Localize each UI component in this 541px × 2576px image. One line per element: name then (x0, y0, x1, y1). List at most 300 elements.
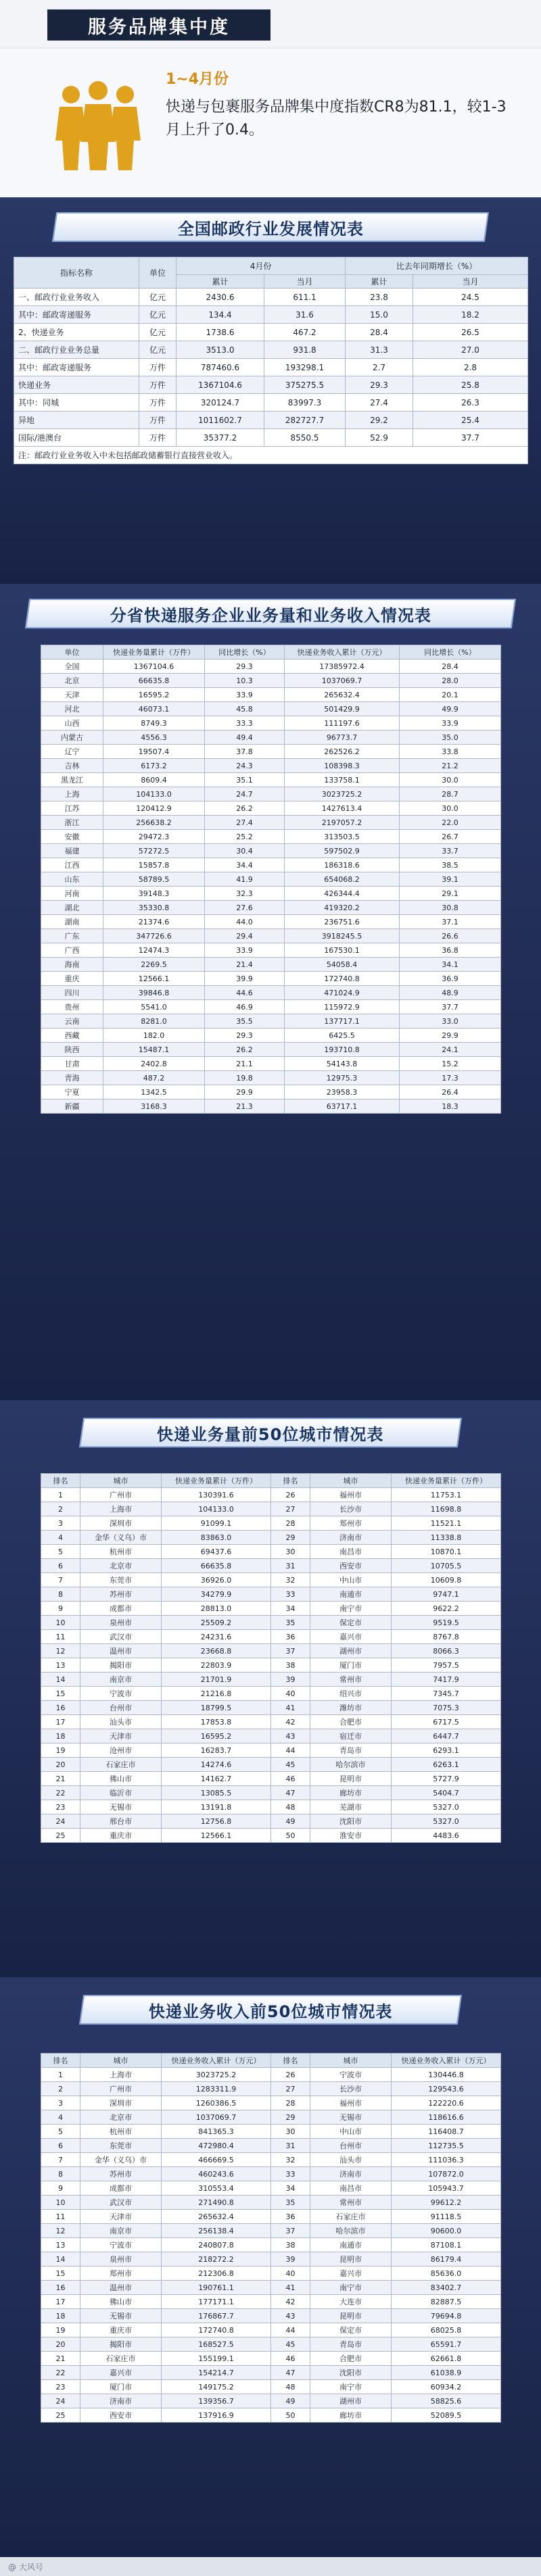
table-cell: 37 (271, 2224, 310, 2238)
table-row (41, 1729, 501, 1743)
table-cell: 8749.3 (103, 716, 205, 730)
table-cell: 11698.8 (392, 1502, 501, 1516)
table-cell: 47 (271, 2366, 310, 2380)
table-row (41, 1673, 501, 1687)
table-row (14, 429, 528, 447)
col-header: 快递业务量累计（万件） (162, 1474, 271, 1488)
table-row (41, 730, 501, 745)
table-cell: 北京市 (80, 1559, 162, 1573)
table-cell: 471024.9 (285, 986, 400, 1000)
table-cell: 湖州市 (310, 1644, 392, 1658)
table-cell: 20 (41, 1758, 80, 1772)
table-cell: 12 (41, 2224, 80, 2238)
table-cell: 全国 (41, 660, 103, 674)
table-cell: 江苏 (41, 801, 103, 816)
table-cell: 台州市 (310, 2139, 392, 2153)
table-row (41, 1701, 501, 1715)
table-cell: 27 (271, 1502, 310, 1516)
value-cell: 万件 (139, 412, 177, 429)
table-cell: 10705.5 (392, 1559, 501, 1573)
table-cell: 28.4 (400, 660, 501, 674)
table-cell: 104133.0 (162, 1502, 271, 1516)
col-header-unit: 单位 (139, 257, 177, 289)
table-cell: 2 (41, 2082, 80, 2096)
table-cell: 58825.6 (392, 2394, 501, 2408)
table-cell: 26 (271, 1488, 310, 1502)
table-cell: 37.8 (205, 745, 285, 759)
table-cell: 24.3 (205, 759, 285, 773)
table-cell: 28 (271, 2096, 310, 2110)
table-cell: 49 (271, 2394, 310, 2408)
watermark: @ 大风号 (8, 2562, 43, 2572)
people-silhouette-icon (47, 76, 149, 170)
table-row (41, 1829, 501, 1843)
table-row (41, 1014, 501, 1029)
table-cell: 3168.3 (103, 1099, 205, 1114)
table-cell: 15 (41, 2267, 80, 2281)
table-row (41, 2380, 501, 2394)
table-cell: 460243.6 (162, 2167, 271, 2181)
table-cell: 潍坊市 (310, 1701, 392, 1715)
table-cell: 14162.7 (162, 1772, 271, 1786)
table-cell: 1260386.5 (162, 2096, 271, 2110)
table-cell: 33.7 (400, 844, 501, 858)
table-cell: 无锡市 (310, 2110, 392, 2125)
table-cell: 9622.2 (392, 1602, 501, 1616)
value-cell: 亿元 (139, 306, 177, 324)
table-row (41, 759, 501, 773)
table-cell: 120412.9 (103, 801, 205, 816)
table-row (41, 2295, 501, 2309)
table-cell: 26.2 (205, 801, 285, 816)
table-row (41, 2210, 501, 2224)
table-cell: 193710.8 (285, 1043, 400, 1057)
table-cell: 12474.3 (103, 943, 205, 958)
table-cell: 57272.5 (103, 844, 205, 858)
table-cell: 2 (41, 1502, 80, 1516)
table-cell: 172740.8 (285, 972, 400, 986)
table-cell: 13 (41, 2238, 80, 2252)
table-cell: 33 (271, 2167, 310, 2181)
table-cell: 29 (271, 1531, 310, 1545)
table-cell: 91118.5 (392, 2210, 501, 2224)
col-header: 城市 (310, 1474, 392, 1488)
col-header: 城市 (310, 2054, 392, 2068)
table-cell: 426344.4 (285, 887, 400, 901)
table-cell: 30 (271, 1545, 310, 1559)
table-row (41, 1772, 501, 1786)
table-cell: 7957.5 (392, 1658, 501, 1673)
col-header: 同比增长（%） (205, 645, 285, 660)
value-cell: 31.3 (346, 341, 413, 359)
table-cell: 2402.8 (103, 1057, 205, 1071)
table-cell: 17.3 (400, 1071, 501, 1085)
value-cell: 26.3 (413, 394, 528, 412)
table-cell: 成都市 (80, 1602, 162, 1616)
table-row (41, 2281, 501, 2295)
table-cell: 33.3 (205, 716, 285, 730)
section-title-province: 分省快递服务企业业务量和业务收入情况表 (25, 599, 516, 628)
table-cell: 23668.8 (162, 1644, 271, 1658)
value-cell: 282727.7 (264, 412, 346, 429)
table-cell: 54143.8 (285, 1057, 400, 1071)
table-cell: 成都市 (80, 2181, 162, 2196)
table-row (41, 1000, 501, 1014)
table-cell: 130391.6 (162, 1488, 271, 1502)
table-row (41, 1057, 501, 1071)
table-cell: 保定市 (310, 2323, 392, 2337)
col-header: 同比增长（%） (400, 645, 501, 660)
table-cell: 南昌市 (310, 1545, 392, 1559)
table-row (41, 2125, 501, 2139)
section-volume-cities (0, 1400, 541, 1977)
table-cell: 19 (41, 2323, 80, 2337)
table-cell: 44.0 (205, 915, 285, 929)
table-cell: 19507.4 (103, 745, 205, 759)
table-cell: 大连市 (310, 2295, 392, 2309)
table-cell: 16 (41, 1701, 80, 1715)
table-cell: 30 (271, 2125, 310, 2139)
table-cell: 212306.8 (162, 2267, 271, 2281)
table-cell: 海南 (41, 958, 103, 972)
table-cell: 12975.3 (285, 1071, 400, 1085)
value-cell: 37.7 (413, 429, 528, 447)
table-cell: 105943.7 (392, 2181, 501, 2196)
table-cell: 石家庄市 (80, 1758, 162, 1772)
table-row (41, 688, 501, 702)
table-row (41, 2394, 501, 2408)
table-cell: 1 (41, 1488, 80, 1502)
table-cell: 15857.8 (103, 858, 205, 872)
table-cell: 11338.8 (392, 1531, 501, 1545)
table-cell: 30.4 (205, 844, 285, 858)
table-cell: 35 (271, 2196, 310, 2210)
table-cell: 温州市 (80, 2281, 162, 2295)
table-cell: 重庆市 (80, 1829, 162, 1843)
table-cell: 37.1 (400, 915, 501, 929)
table-cell: 42 (271, 1715, 310, 1729)
table-cell: 廊坊市 (310, 2408, 392, 2423)
table-cell: 15.2 (400, 1057, 501, 1071)
table-row (41, 1814, 501, 1829)
table-cell: 合肥市 (310, 1715, 392, 1729)
value-cell: 931.8 (264, 341, 346, 359)
table-cell: 46073.1 (103, 702, 205, 716)
table-cell: 苏州市 (80, 2167, 162, 2181)
table-cell: 苏州市 (80, 1587, 162, 1602)
table-row (41, 660, 501, 674)
table-cell: 山东 (41, 872, 103, 887)
province-table (41, 645, 501, 1114)
table-cell: 18 (41, 1729, 80, 1743)
table-cell: 6173.2 (103, 759, 205, 773)
table-cell: 南宁市 (310, 2281, 392, 2295)
table-cell: 广州市 (80, 1488, 162, 1502)
table-cell: 2269.5 (103, 958, 205, 972)
table-cell: 29.9 (205, 1085, 285, 1099)
table-cell: 37 (271, 1644, 310, 1658)
table-cell: 杭州市 (80, 1545, 162, 1559)
table-cell: 宁波市 (80, 1687, 162, 1701)
table-cell: 宁夏 (41, 1085, 103, 1099)
table-cell: 21.4 (205, 958, 285, 972)
table-cell: 河南 (41, 887, 103, 901)
intro-subtitle: 1~4月份 (166, 71, 229, 88)
table-cell: 262526.2 (285, 745, 400, 759)
table-cell: 22 (41, 2366, 80, 2380)
table-cell: 28.7 (400, 787, 501, 801)
value-cell: 83997.3 (264, 394, 346, 412)
table-row (41, 1658, 501, 1673)
table-cell: 265632.4 (162, 2210, 271, 2224)
table-cell: 东莞市 (80, 2139, 162, 2153)
table-cell: 四川 (41, 986, 103, 1000)
table-cell: 济南市 (80, 2394, 162, 2408)
col-header-cum: 累计 (346, 275, 413, 289)
table-cell: 265632.4 (285, 688, 400, 702)
table-cell: 33.9 (400, 716, 501, 730)
table-row (41, 958, 501, 972)
table-cell: 11753.1 (392, 1488, 501, 1502)
table-cell: 36.8 (400, 943, 501, 958)
table-cell: 34 (271, 2181, 310, 2196)
table-cell: 芜湖市 (310, 1800, 392, 1814)
table-cell: 6263.1 (392, 1758, 501, 1772)
table-cell: 30.0 (400, 801, 501, 816)
table-cell: 9747.1 (392, 1587, 501, 1602)
value-cell: 24.5 (413, 289, 528, 306)
table-cell: 5327.0 (392, 1814, 501, 1829)
col-header: 排名 (271, 1474, 310, 1488)
table-row (41, 2267, 501, 2281)
table-row (41, 702, 501, 716)
table-cell: 35 (271, 1616, 310, 1630)
table-cell: 115972.9 (285, 1000, 400, 1014)
table-row (41, 1043, 501, 1057)
table-cell: 21 (41, 2352, 80, 2366)
table-cell: 22.0 (400, 816, 501, 830)
table-cell: 18 (41, 2309, 80, 2323)
table-cell: 湖州市 (310, 2394, 392, 2408)
table-row (41, 2181, 501, 2196)
table-cell: 嘉兴市 (310, 1630, 392, 1644)
table-row (41, 2408, 501, 2423)
table-cell: 29.3 (205, 660, 285, 674)
table-row (41, 1758, 501, 1772)
table-cell: 42 (271, 2295, 310, 2309)
table-cell: 黑龙江 (41, 773, 103, 787)
table-cell: 182.0 (103, 1029, 205, 1043)
table-cell: 28813.0 (162, 1602, 271, 1616)
table-cell: 15487.1 (103, 1043, 205, 1057)
table-cell: 654068.2 (285, 872, 400, 887)
table-row (41, 1786, 501, 1800)
volume-cities-table (41, 1473, 501, 1843)
table-cell: 32.3 (205, 887, 285, 901)
table-cell: 29472.3 (103, 830, 205, 844)
table-row (41, 943, 501, 958)
table-cell: 39.1 (400, 872, 501, 887)
table-cell: 22803.9 (162, 1658, 271, 1673)
table-row (41, 1616, 501, 1630)
table-cell: 62661.8 (392, 2352, 501, 2366)
table-cell: 37.7 (400, 1000, 501, 1014)
table-cell: 26.2 (205, 1043, 285, 1057)
value-cell: 29.3 (346, 376, 413, 394)
table-cell: 杭州市 (80, 2125, 162, 2139)
table-cell: 41.9 (205, 872, 285, 887)
table-cell: 46 (271, 1772, 310, 1786)
table-cell: 21.1 (205, 1057, 285, 1071)
table-cell: 122220.6 (392, 2096, 501, 2110)
table-row (41, 1630, 501, 1644)
table-cell: 82887.5 (392, 2295, 501, 2309)
table-cell: 21701.9 (162, 1673, 271, 1687)
table-cell: 青岛市 (310, 2337, 392, 2352)
table-cell: 48 (271, 1800, 310, 1814)
table-cell: 35330.8 (103, 901, 205, 915)
table-cell: 218272.2 (162, 2252, 271, 2267)
table-cell: 西安市 (310, 1559, 392, 1573)
table-cell: 12 (41, 1644, 80, 1658)
col-header-cum: 累计 (177, 275, 264, 289)
table-cell: 昆明市 (310, 2252, 392, 2267)
table-cell: 52089.5 (392, 2408, 501, 2423)
table-cell: 绍兴市 (310, 1687, 392, 1701)
table-cell: 5404.7 (392, 1786, 501, 1800)
table-row (41, 2096, 501, 2110)
table-cell: 44 (271, 2323, 310, 2337)
table-row (41, 1488, 501, 1502)
table-row (41, 801, 501, 816)
table-cell: 贵州 (41, 1000, 103, 1014)
table-cell: 广西 (41, 943, 103, 958)
table-cell: 浙江 (41, 816, 103, 830)
table-cell: 南京市 (80, 2224, 162, 2238)
table-cell: 厦门市 (80, 2380, 162, 2394)
table-cell: 347726.6 (103, 929, 205, 943)
table-row (41, 1644, 501, 1658)
table-row (14, 412, 528, 429)
intro-text: 快递与包裹服务品牌集中度指数CR8为81.1，较1-3月上升了0.4。 (166, 99, 507, 139)
table-cell: 29.4 (205, 929, 285, 943)
table-cell: 38 (271, 2238, 310, 2252)
table-cell: 61038.9 (392, 2366, 501, 2380)
table-cell: 8066.3 (392, 1644, 501, 1658)
table-cell: 25 (41, 1829, 80, 1843)
value-cell: 134.4 (177, 306, 264, 324)
table-cell: 陕西 (41, 1043, 103, 1057)
table-cell: 西安市 (80, 2408, 162, 2423)
page-title: 服务品牌集中度 (47, 9, 270, 41)
value-cell: 375275.5 (264, 376, 346, 394)
table-cell: 60934.2 (392, 2380, 501, 2394)
table-cell: 4556.3 (103, 730, 205, 745)
table-cell: 472980.4 (162, 2139, 271, 2153)
value-cell: 26.5 (413, 324, 528, 341)
table-cell: 重庆市 (80, 2323, 162, 2337)
table-cell: 34 (271, 1602, 310, 1616)
table-cell: 172740.8 (162, 2323, 271, 2337)
col-header: 快递业务收入累计（万元） (392, 2054, 501, 2068)
indicator-cell: 异地 (14, 412, 139, 429)
value-cell: 23.8 (346, 289, 413, 306)
table-cell: 7 (41, 2153, 80, 2167)
table-cell: 1037069.7 (285, 674, 400, 688)
table-cell: 33.0 (400, 1014, 501, 1029)
table-row (14, 376, 528, 394)
table-cell: 27.4 (205, 816, 285, 830)
table-row (41, 2139, 501, 2153)
value-cell: 2.8 (413, 359, 528, 376)
table-row (41, 2366, 501, 2380)
value-cell: 万件 (139, 359, 177, 376)
section-title-volume-cities: 快递业务量前50位城市情况表 (79, 1418, 462, 1447)
table-cell: 11 (41, 2210, 80, 2224)
table-cell: 24 (41, 1814, 80, 1829)
table-cell: 上海市 (80, 2068, 162, 2082)
col-header: 单位 (41, 645, 103, 660)
table-row (41, 1085, 501, 1099)
table-cell: 130446.8 (392, 2068, 501, 2082)
table-row (41, 2252, 501, 2267)
table-cell: 39148.3 (103, 887, 205, 901)
table-cell: 501429.9 (285, 702, 400, 716)
table-cell: 19 (41, 1743, 80, 1758)
table-cell: 40 (271, 1687, 310, 1701)
table-cell: 31 (271, 1559, 310, 1573)
table-cell: 107872.0 (392, 2167, 501, 2181)
table-cell: 2197057.2 (285, 816, 400, 830)
table-cell: 487.2 (103, 1071, 205, 1085)
table-cell: 19.8 (205, 1071, 285, 1085)
table-cell: 重庆 (41, 972, 103, 986)
value-cell: 亿元 (139, 289, 177, 306)
table-cell: 137916.9 (162, 2408, 271, 2423)
table-cell: 25 (41, 2408, 80, 2423)
table-cell: 11521.1 (392, 1516, 501, 1531)
table-row (41, 1573, 501, 1587)
table-cell: 佛山市 (80, 2295, 162, 2309)
value-cell: 52.9 (346, 429, 413, 447)
value-cell: 31.6 (264, 306, 346, 324)
table-cell: 上海市 (80, 1502, 162, 1516)
table-row (14, 394, 528, 412)
table-cell: 36 (271, 2210, 310, 2224)
col-header-april: 4月份 (177, 257, 346, 275)
table-cell: 43 (271, 2309, 310, 2323)
value-cell: 787460.6 (177, 359, 264, 376)
col-header: 快递业务量累计（万件） (392, 1474, 501, 1488)
table-cell: 310553.4 (162, 2181, 271, 2196)
table-cell: 安徽 (41, 830, 103, 844)
table-cell: 上海 (41, 787, 103, 801)
table-cell: 嘉兴市 (80, 2366, 162, 2380)
table-cell: 48.9 (400, 986, 501, 1000)
table-cell: 12756.8 (162, 1814, 271, 1829)
table-cell: 41 (271, 1701, 310, 1715)
value-cell: 万件 (139, 394, 177, 412)
table-cell: 14274.6 (162, 1758, 271, 1772)
table-cell: 云南 (41, 1014, 103, 1029)
table-cell: 79694.8 (392, 2309, 501, 2323)
indicator-cell: 其中：邮政寄递服务 (14, 306, 139, 324)
col-header: 城市 (80, 2054, 162, 2068)
table-cell: 内蒙古 (41, 730, 103, 745)
intro-section (0, 49, 541, 197)
table-row (41, 830, 501, 844)
table-cell: 26 (271, 2068, 310, 2082)
